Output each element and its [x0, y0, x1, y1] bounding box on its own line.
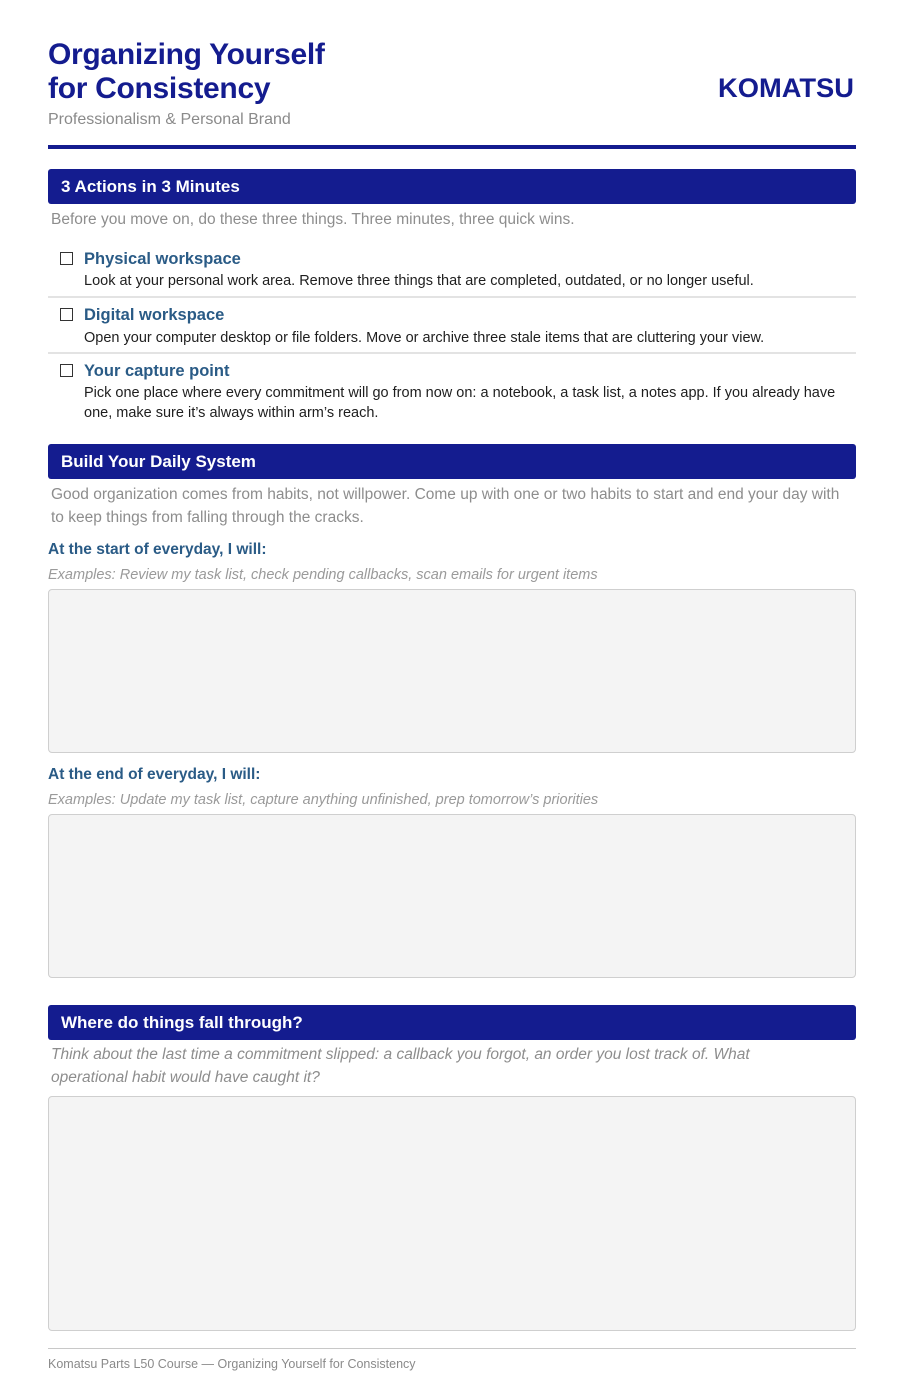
komatsu-logo: [718, 70, 855, 102]
section-header-daily-system: [48, 444, 856, 479]
section-intro-actions: Before you move on, do these three things. Three minutes, three quick wins.: [51, 211, 575, 228]
start-of-day-label: At the start of everyday, I will:: [48, 541, 267, 558]
checklist-item-title: Digital workspace: [84, 306, 225, 324]
page-subtitle: Professionalism & Personal Brand: [48, 111, 291, 128]
checklist-item-description: Look at your personal work area. Remove three things that are completed, outdated, or no longer useful.: [84, 273, 754, 289]
checklist-divider: [48, 352, 856, 354]
checklist-item-description: Open your computer desktop or file folders. Move or archive three stale items that are cluttering your view.: [84, 330, 765, 346]
digital-workspace-checkbox[interactable]: [60, 308, 73, 321]
checklist-item-description: Pick one place where every commitment will go from now on: a notebook, a task list, a notes app. If you already have one, make sure it’s always within arm’s reach.: [84, 385, 836, 421]
page-title-line-1: Organizing Yourself: [48, 38, 325, 71]
start-of-day-hint: Examples: Review my task list, check pending callbacks, scan emails for urgent items: [48, 567, 598, 583]
section-intro-daily-system: Good organization comes from habits, not willpower. Come up with one or two habits to start and end your day with to keep things from falling through the cracks.: [51, 486, 840, 526]
section-title-daily-system: Build Your Daily System: [61, 452, 256, 471]
fall-through-response-box[interactable]: [48, 1096, 856, 1331]
start-of-day-response-box[interactable]: [48, 589, 856, 753]
checklist-divider: [48, 296, 856, 298]
section-intro-fall-through: Think about the last time a commitment slipped: a callback you forgot, an order you lost track of. What operational habit would have caught it?: [51, 1046, 750, 1086]
header-divider: [48, 145, 856, 149]
section-header-actions: [48, 169, 856, 204]
end-of-day-response-box[interactable]: [48, 814, 856, 978]
komatsu-logo-text: KOMATSU: [718, 73, 854, 102]
end-of-day-hint: Examples: Update my task list, capture anything unfinished, prep tomorrow’s priorities: [48, 792, 599, 808]
page-title-line-2: for Consistency: [48, 72, 271, 105]
physical-workspace-checkbox[interactable]: [60, 252, 73, 265]
capture-point-checkbox[interactable]: [60, 364, 73, 377]
end-of-day-label: At the end of everyday, I will:: [48, 766, 261, 783]
checklist-item-title: Physical workspace: [84, 250, 241, 268]
section-header-fall-through: [48, 1005, 856, 1040]
footer-divider: [48, 1348, 856, 1349]
page-footer: Komatsu Parts L50 Course — Organizing Yourself for Consistency: [48, 1357, 416, 1371]
checklist-item-title: Your capture point: [84, 362, 230, 380]
section-title-fall-through: Where do things fall through?: [61, 1013, 303, 1032]
section-title-actions: 3 Actions in 3 Minutes: [61, 177, 240, 196]
